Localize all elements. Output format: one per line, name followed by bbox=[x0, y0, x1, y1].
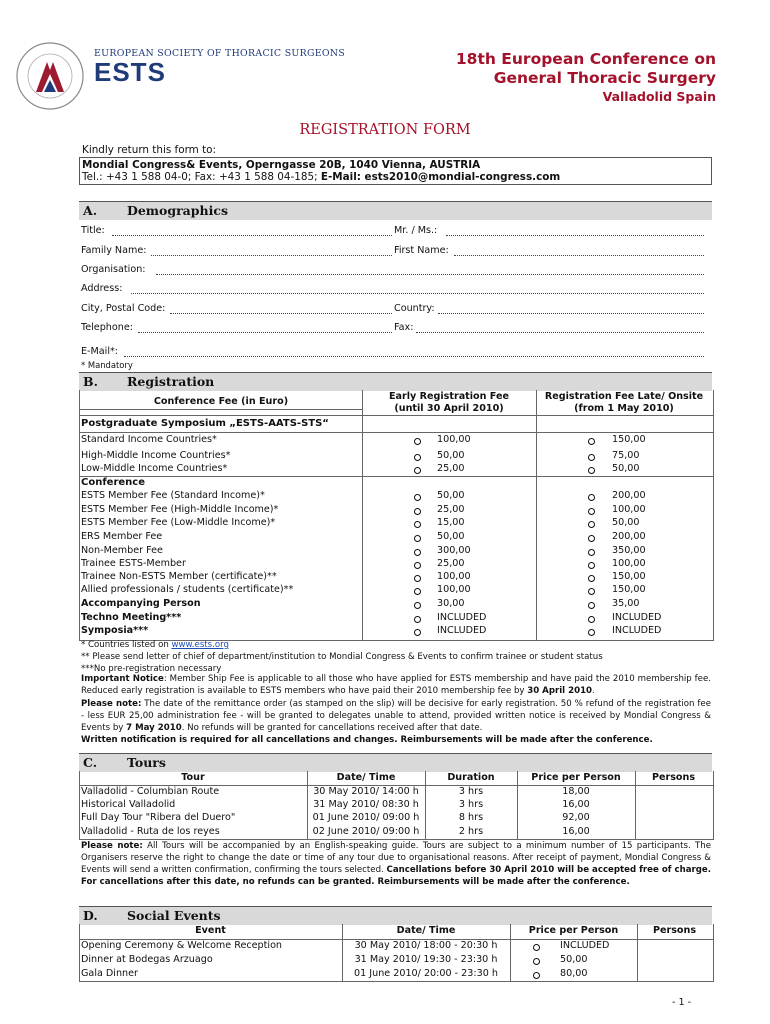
early-fee: 300,00 bbox=[437, 545, 471, 556]
please-note-text: The date of the remittance order (as stamped on the slip) will be decisive for early registration. 50 % refund of the registration fee - less EUR 25,00 administration fee - will be granted to delegates unable to attend, provided written notice is received by Mondial Congress & Events by bbox=[81, 699, 711, 733]
tour-name: Full Day Tour "Ribera del Duero" bbox=[81, 812, 236, 823]
early-fee: 100,00 bbox=[437, 584, 471, 595]
tour-persons-field[interactable] bbox=[636, 786, 711, 798]
events-col-price: Price per Person bbox=[528, 925, 619, 936]
tour-price: 16,00 bbox=[562, 799, 590, 810]
reg-col-divider-2 bbox=[536, 390, 537, 640]
section-d-header bbox=[79, 906, 712, 925]
tour-duration: 2 hrs bbox=[458, 826, 484, 837]
reg-row-label: Accompanying Person bbox=[81, 598, 201, 609]
telephone-label: Telephone: bbox=[81, 322, 133, 333]
city-label: City, Postal Code: bbox=[81, 303, 166, 314]
reg-row-label: ESTS Member Fee (Low-Middle Income)* bbox=[81, 517, 276, 528]
late-fee: 50,00 bbox=[612, 463, 640, 474]
col-header-late-1: Registration Fee Late/ Onsite bbox=[544, 391, 704, 402]
event-date: 31 May 2010/ 19:30 - 23:30 h bbox=[354, 954, 498, 965]
late-option-radio[interactable] bbox=[588, 521, 595, 528]
tour-price: 16,00 bbox=[562, 826, 590, 837]
early-fee: 100,00 bbox=[437, 571, 471, 582]
return-email: E-Mail: ests2010@mondial-congress.com bbox=[320, 171, 561, 183]
early-fee: 50,00 bbox=[437, 490, 465, 501]
title-field[interactable] bbox=[112, 235, 392, 236]
early-option-radio[interactable] bbox=[414, 629, 421, 636]
organisation-field[interactable] bbox=[156, 274, 704, 275]
first-name-field[interactable] bbox=[454, 255, 704, 256]
reg-row-label: High-Middle Income Countries* bbox=[81, 450, 231, 461]
society-name: EUROPEAN SOCIETY OF THORACIC SURGEONS bbox=[94, 48, 346, 59]
important-notice-end: . bbox=[592, 686, 595, 696]
tours-col-persons: Persons bbox=[651, 772, 696, 783]
tours-col-tour: Tour bbox=[181, 772, 205, 783]
late-fee: 150,00 bbox=[612, 584, 646, 595]
col-header-fee: Conference Fee (in Euro) bbox=[153, 396, 289, 407]
written-notification-note: Written notification is required for all cancellations and changes. Reimbursements will be made after the conference. bbox=[81, 735, 653, 745]
tour-persons-field[interactable] bbox=[636, 812, 711, 824]
section-b-letter: B. bbox=[83, 374, 98, 389]
early-option-radio[interactable] bbox=[414, 575, 421, 582]
tours-note-label: Please note: bbox=[81, 841, 143, 851]
email-field[interactable] bbox=[124, 356, 704, 357]
early-option-radio[interactable] bbox=[414, 616, 421, 623]
city-field[interactable] bbox=[170, 313, 392, 314]
tour-date: 01 June 2010/ 09:00 h bbox=[312, 812, 420, 823]
postgrad-group-label: Postgraduate Symposium „ESTS-AATS-STS“ bbox=[81, 418, 329, 429]
early-option-radio[interactable] bbox=[414, 508, 421, 515]
ests-seal-icon bbox=[14, 40, 86, 112]
late-fee: 150,00 bbox=[612, 434, 646, 445]
early-fee: 15,00 bbox=[437, 517, 465, 528]
return-intro: Kindly return this form to: bbox=[82, 144, 217, 156]
late-fee: 35,00 bbox=[612, 598, 640, 609]
late-option-radio[interactable] bbox=[588, 549, 595, 556]
early-fee: 30,00 bbox=[437, 598, 465, 609]
early-option-radio[interactable] bbox=[414, 521, 421, 528]
return-address-box bbox=[79, 157, 712, 185]
late-option-radio[interactable] bbox=[588, 454, 595, 461]
early-fee: 50,00 bbox=[437, 450, 465, 461]
col-header-late-2: (from 1 May 2010) bbox=[574, 403, 674, 414]
event-option-radio[interactable] bbox=[533, 944, 540, 951]
conference-title-line2: General Thoracic Surgery bbox=[493, 69, 716, 87]
tours-col-date: Date/ Time bbox=[336, 772, 396, 783]
early-fee: INCLUDED bbox=[437, 612, 487, 623]
section-a-letter: A. bbox=[83, 203, 98, 218]
tours-col-duration: Duration bbox=[447, 772, 495, 783]
section-d-title: Social Events bbox=[127, 908, 221, 923]
early-fee: 100,00 bbox=[437, 434, 471, 445]
events-col-event: Event bbox=[195, 925, 226, 936]
event-option-radio[interactable] bbox=[533, 972, 540, 979]
page-number: - 1 - bbox=[672, 997, 692, 1008]
late-option-radio[interactable] bbox=[588, 588, 595, 595]
reg-row-label: ESTS Member Fee (High-Middle Income)* bbox=[81, 504, 279, 515]
tours-please-note bbox=[81, 840, 711, 888]
tour-date: 02 June 2010/ 09:00 h bbox=[312, 826, 420, 837]
late-option-radio[interactable] bbox=[588, 562, 595, 569]
first-name-label: First Name: bbox=[394, 245, 449, 256]
early-option-radio[interactable] bbox=[414, 602, 421, 609]
reg-row-label: ERS Member Fee bbox=[81, 531, 163, 542]
late-fee: INCLUDED bbox=[612, 612, 662, 623]
late-option-radio[interactable] bbox=[588, 602, 595, 609]
tours-col-price: Price per Person bbox=[531, 772, 621, 783]
tour-persons-field[interactable] bbox=[636, 799, 711, 811]
reg-row-label: Low-Middle Income Countries* bbox=[81, 463, 228, 474]
late-fee: 200,00 bbox=[612, 490, 646, 501]
reg-fee-col-underline bbox=[79, 409, 363, 410]
reg-postgrad-divider bbox=[79, 432, 713, 433]
late-option-radio[interactable] bbox=[588, 535, 595, 542]
please-note-date: 7 May 2010 bbox=[126, 723, 182, 733]
early-option-radio[interactable] bbox=[414, 467, 421, 474]
event-date: 01 June 2010/ 20:00 - 23:30 h bbox=[354, 968, 498, 979]
footnote-countries-text: * Countries listed on bbox=[81, 640, 172, 650]
reg-row-label: Trainee Non-ESTS Member (certificate)** bbox=[81, 571, 277, 582]
section-b-header bbox=[79, 372, 712, 391]
late-fee: 100,00 bbox=[612, 558, 646, 569]
early-fee: 25,00 bbox=[437, 504, 465, 515]
event-persons-field[interactable] bbox=[638, 954, 711, 966]
reg-row-label: Symposia*** bbox=[81, 625, 149, 636]
conference-location: Valladolid Spain bbox=[602, 89, 716, 104]
conference-group-label: Conference bbox=[81, 477, 146, 488]
event-option-radio[interactable] bbox=[533, 958, 540, 965]
conference-title-line1: 18th European Conference on bbox=[455, 50, 716, 68]
footnote-trainee: ** Please send letter of chief of department/institution to Mondial Congress & Events to confirm trainee or student status bbox=[81, 652, 603, 662]
early-option-radio[interactable] bbox=[414, 494, 421, 501]
section-a-header bbox=[79, 201, 712, 220]
footnote-preregistration: ***No pre-registration necessary bbox=[81, 664, 222, 674]
important-notice-label: Important Notice bbox=[81, 674, 164, 684]
reg-conference-divider bbox=[79, 476, 713, 477]
reg-row-label: Allied professionals / students (certificate)** bbox=[81, 584, 294, 595]
return-contact bbox=[82, 171, 560, 183]
tour-date: 31 May 2010/ 08:30 h bbox=[313, 799, 419, 810]
event-persons-field[interactable] bbox=[638, 940, 711, 952]
early-option-radio[interactable] bbox=[414, 549, 421, 556]
form-title: REGISTRATION FORM bbox=[299, 122, 471, 138]
section-d-letter: D. bbox=[83, 908, 98, 923]
fax-field[interactable] bbox=[416, 332, 704, 333]
late-fee: 350,00 bbox=[612, 545, 646, 556]
please-note-registration bbox=[81, 698, 711, 734]
return-address: Mondial Congress& Events, Operngasse 20B, 1040 Vienna, AUSTRIA bbox=[82, 159, 481, 171]
ests-website-link[interactable]: www.ests.org bbox=[171, 640, 229, 650]
tour-name: Historical Valladolid bbox=[81, 799, 176, 810]
tour-name: Valladolid - Columbian Route bbox=[81, 786, 220, 797]
mandatory-note: * Mandatory bbox=[81, 360, 133, 370]
early-option-radio[interactable] bbox=[414, 535, 421, 542]
col-header-early-1: Early Registration Fee bbox=[388, 391, 509, 402]
late-fee: 100,00 bbox=[612, 504, 646, 515]
section-b-title: Registration bbox=[127, 374, 215, 389]
reg-row-label: Trainee ESTS-Member bbox=[81, 558, 186, 569]
important-notice bbox=[81, 673, 711, 697]
please-note-label: Please note: bbox=[81, 699, 142, 709]
event-name: Dinner at Bodegas Arzuago bbox=[81, 954, 213, 965]
tour-duration: 3 hrs bbox=[458, 786, 484, 797]
event-name: Gala Dinner bbox=[81, 968, 138, 979]
early-fee: 50,00 bbox=[437, 531, 465, 542]
reg-row-label: ESTS Member Fee (Standard Income)* bbox=[81, 490, 265, 501]
early-option-radio[interactable] bbox=[414, 438, 421, 445]
country-field[interactable] bbox=[438, 313, 704, 314]
early-option-radio[interactable] bbox=[414, 562, 421, 569]
late-fee: INCLUDED bbox=[612, 625, 662, 636]
late-option-radio[interactable] bbox=[588, 494, 595, 501]
family-name-label: Family Name: bbox=[81, 245, 147, 256]
section-c-letter: C. bbox=[83, 755, 98, 770]
tour-price: 18,00 bbox=[562, 786, 590, 797]
mr-ms-field[interactable] bbox=[446, 235, 704, 236]
please-note-end: . No refunds will be granted for cancellations received after that date. bbox=[181, 723, 483, 733]
mr-ms-label: Mr. / Ms.: bbox=[394, 225, 438, 236]
tour-duration: 3 hrs bbox=[458, 799, 484, 810]
events-col-date: Date/ Time bbox=[396, 925, 456, 936]
event-date: 30 May 2010/ 18:00 - 20:30 h bbox=[354, 940, 498, 951]
fax-label: Fax: bbox=[394, 322, 414, 333]
address-label: Address: bbox=[81, 283, 123, 294]
early-option-radio[interactable] bbox=[414, 588, 421, 595]
title-label: Title: bbox=[81, 225, 105, 236]
early-fee: 25,00 bbox=[437, 463, 465, 474]
ests-logo bbox=[14, 40, 346, 115]
country-label: Country: bbox=[394, 303, 435, 314]
late-option-radio[interactable] bbox=[588, 616, 595, 623]
tour-price: 92,00 bbox=[562, 812, 590, 823]
col-header-early-2: (until 30 April 2010) bbox=[394, 403, 504, 414]
late-option-radio[interactable] bbox=[588, 467, 595, 474]
early-fee: INCLUDED bbox=[437, 625, 487, 636]
early-fee: 25,00 bbox=[437, 558, 465, 569]
late-fee: 200,00 bbox=[612, 531, 646, 542]
early-option-radio[interactable] bbox=[414, 454, 421, 461]
section-c-header bbox=[79, 753, 712, 772]
event-price: 80,00 bbox=[560, 968, 588, 979]
reg-col-divider-1 bbox=[362, 390, 363, 640]
tours-note-bold: Cancellations before 30 April 2010 will be accepted free of charge. For cancellations after this date, no refunds can be granted. Reimbursements will be made after the conference. bbox=[81, 865, 711, 887]
email-label: E-Mail*: bbox=[81, 346, 119, 357]
footnote-countries bbox=[81, 639, 711, 651]
address-field[interactable] bbox=[131, 293, 704, 294]
tour-persons-field[interactable] bbox=[636, 826, 711, 838]
important-notice-text: : Member Ship Fee is applicable to all those who have applied for ESTS membership and have paid the 2010 membership fee. Reduced early registration is available to ESTS members who have paid their 2010 membership fee by bbox=[81, 674, 711, 696]
organisation-label: Organisation: bbox=[81, 264, 146, 275]
tour-name: Valladolid - Ruta de los reyes bbox=[81, 826, 220, 837]
late-option-radio[interactable] bbox=[588, 508, 595, 515]
tour-date: 30 May 2010/ 14:00 h bbox=[313, 786, 419, 797]
reg-header-divider bbox=[79, 415, 713, 416]
event-price: 50,00 bbox=[560, 954, 588, 965]
late-fee: 75,00 bbox=[612, 450, 640, 461]
ests-acronym: ESTS bbox=[94, 57, 166, 87]
events-col-persons: Persons bbox=[652, 925, 697, 936]
reg-row-label: Standard Income Countries* bbox=[81, 434, 217, 445]
event-price: INCLUDED bbox=[560, 940, 610, 951]
event-persons-field[interactable] bbox=[638, 968, 711, 980]
late-fee: 150,00 bbox=[612, 571, 646, 582]
late-option-radio[interactable] bbox=[588, 629, 595, 636]
section-c-title: Tours bbox=[127, 755, 166, 770]
telephone-field[interactable] bbox=[138, 332, 392, 333]
tours-note-text: All Tours will be accompanied by an English-speaking guide. Tours are subject to a minimum number of 15 participants. The Organisers reserve the right to change the date or time of any tour due to organisational reasons. After receipt of payment, Mondial Congress & Events will send a written confirmation, confirming the tours selected. bbox=[81, 841, 712, 875]
late-fee: 50,00 bbox=[612, 517, 640, 528]
family-name-field[interactable] bbox=[151, 255, 392, 256]
important-notice-date: 30 April 2010 bbox=[527, 686, 593, 696]
late-option-radio[interactable] bbox=[588, 438, 595, 445]
late-option-radio[interactable] bbox=[588, 575, 595, 582]
section-a-title: Demographics bbox=[127, 203, 229, 218]
reg-row-label: Non-Member Fee bbox=[81, 545, 163, 556]
tour-duration: 8 hrs bbox=[458, 812, 484, 823]
reg-row-label: Techno Meeting*** bbox=[81, 612, 182, 623]
return-phone-fax: Tel.: +43 1 588 04-0; Fax: +43 1 588 04-185; bbox=[82, 171, 321, 183]
event-name: Opening Ceremony & Welcome Reception bbox=[81, 940, 283, 951]
conference-title bbox=[356, 50, 716, 105]
